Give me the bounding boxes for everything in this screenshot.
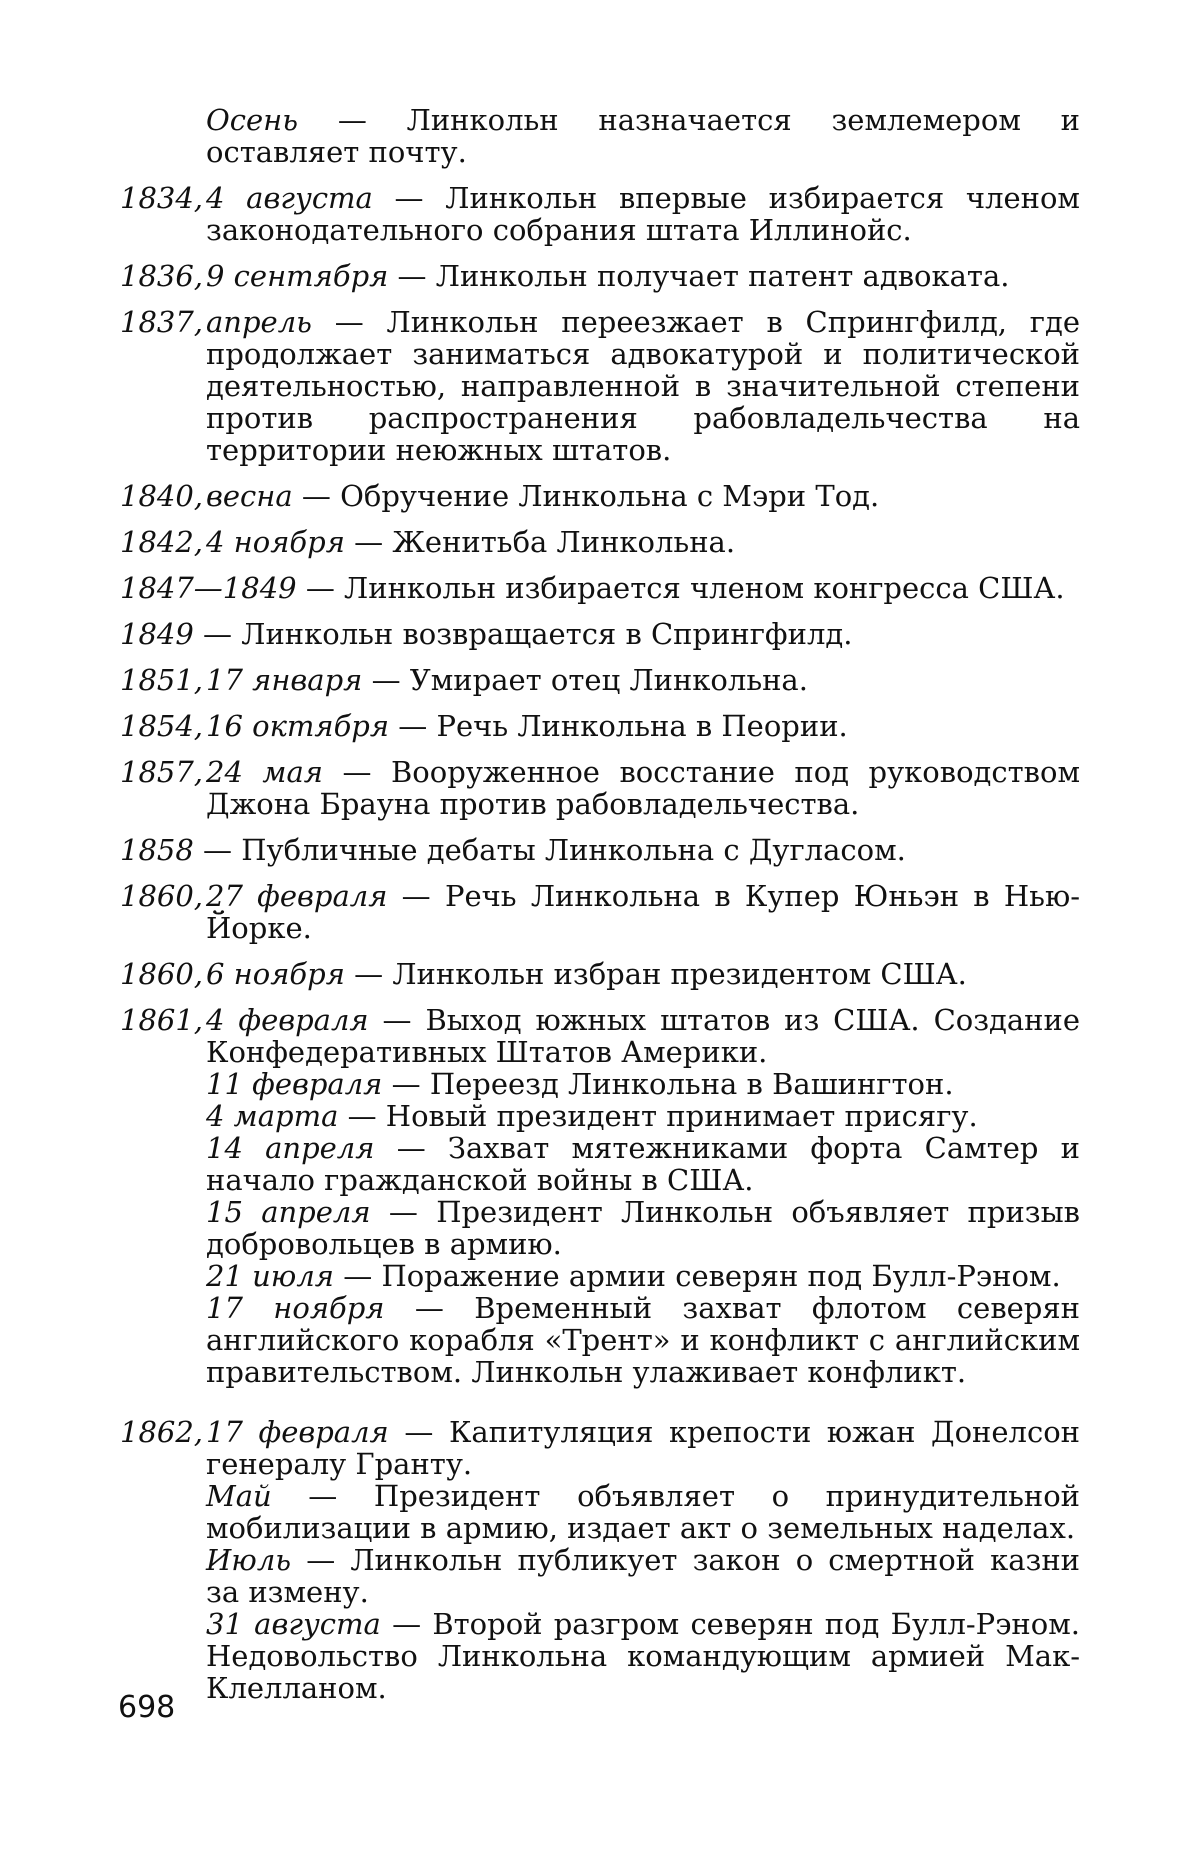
dash: —	[382, 1067, 430, 1101]
entry-text: Линкольн возвращается в Спрингфилд.	[241, 617, 853, 651]
entry-date: Май	[206, 1479, 272, 1513]
chronology-entry-1862	[120, 1416, 1080, 1704]
entry-body	[206, 1004, 1080, 1388]
entry-date: 6 ноября	[206, 957, 345, 991]
entry-year: 1842,	[120, 525, 204, 559]
chronology-entry	[120, 664, 1080, 696]
page-number: 698	[118, 1690, 176, 1725]
entry-body	[206, 664, 1080, 696]
chronology	[120, 104, 1080, 1718]
entry-date: 16 октября	[206, 709, 390, 743]
entry-date: 4 ноября	[206, 525, 345, 559]
entry-date: апрель	[206, 305, 312, 339]
chronology-entry	[120, 834, 1080, 866]
dash: —	[193, 617, 242, 651]
sub-entry	[206, 1480, 1080, 1544]
entry-year: 1834,	[120, 181, 204, 215]
chronology-entry	[120, 260, 1080, 292]
entry-body	[206, 260, 1080, 292]
entry-date: 11 февраля	[206, 1067, 383, 1101]
chronology-entry	[120, 880, 1080, 944]
entry-text: Публичные дебаты Линкольна с Дугласом.	[241, 833, 906, 867]
dash: —	[291, 1543, 351, 1577]
dash: —	[338, 1099, 386, 1133]
sub-entry	[206, 1260, 1080, 1292]
dash: —	[298, 103, 407, 137]
entry-text: Поражение армии северян под Булл-Рэном.	[381, 1259, 1061, 1293]
entry-body	[206, 880, 1080, 944]
entry-year: 1860,	[120, 957, 204, 991]
sub-entry	[206, 1004, 1080, 1068]
entry-text: Президент Линкольн объявляет призыв добровольцев в армию.	[206, 1195, 1080, 1261]
entry-text: Капитуляция крепости южан Донелсон генералу Гранту.	[206, 1415, 1080, 1481]
entry-date: 17 февраля	[206, 1415, 389, 1449]
entry-text: Речь Линкольна в Пеории.	[436, 709, 848, 743]
entry-body	[206, 958, 1080, 990]
dash: —	[311, 305, 387, 339]
entry-body	[120, 618, 1080, 650]
dash: —	[374, 1131, 448, 1165]
chronology-entry-1861	[120, 1004, 1080, 1388]
sub-entry	[206, 1608, 1080, 1704]
entry-text: Переезд Линкольна в Вашингтон.	[429, 1067, 954, 1101]
entry-body	[206, 306, 1080, 466]
entry-year: 1836,	[120, 259, 204, 293]
dash: —	[334, 1259, 382, 1293]
sub-entry	[206, 1544, 1080, 1608]
dash: —	[193, 833, 242, 867]
chronology-entry	[120, 480, 1080, 512]
entry-body	[206, 1416, 1080, 1704]
entry-text: Захват мятежниками форта Самтер и начало гражданской войны в США.	[206, 1131, 1080, 1197]
sub-entry	[206, 1292, 1080, 1388]
chronology-entry	[120, 306, 1080, 466]
dash: —	[389, 709, 437, 743]
entry-body	[120, 834, 1080, 866]
entry-text: Линкольн публикует закон о смертной казни за измену.	[206, 1543, 1081, 1609]
entry-date: весна	[206, 479, 293, 513]
chronology-entry	[120, 710, 1080, 742]
dash: —	[387, 879, 445, 913]
entry-date: 24 мая	[206, 755, 323, 789]
chronology-entry	[120, 958, 1080, 990]
entry-text: Женитьба Линкольна.	[392, 525, 736, 559]
entry-year	[120, 104, 206, 168]
entry-date: 4 марта	[206, 1099, 339, 1133]
entry-text: Второй разгром северян под Булл-Рэном. Недовольство Линкольна командующим армией Мак-Клелланом.	[206, 1607, 1080, 1705]
entry-date: 27 февраля	[206, 879, 388, 913]
chronology-entry	[120, 756, 1080, 820]
entry-date: 17 ноября	[206, 1291, 385, 1325]
dash: —	[271, 1479, 374, 1513]
entry-year: 1837,	[120, 305, 204, 339]
entry-year: 1857,	[120, 755, 204, 789]
dash: —	[380, 1607, 433, 1641]
entry-text: Линкольн впервые избирается членом законодательного собрания штата Иллинойс.	[206, 181, 1080, 247]
entry-text: Вооруженное восстание под руководством Джона Брауна против рабовладельчества.	[206, 755, 1081, 821]
chronology-entry	[120, 104, 1080, 168]
chronology-entry	[120, 618, 1080, 650]
entry-date: 4 августа	[206, 181, 373, 215]
entry-year: 1851,	[120, 663, 204, 697]
entry-date: Июль	[206, 1543, 292, 1577]
entry-body	[206, 710, 1080, 742]
entry-date: 9 сентября	[206, 259, 389, 293]
entry-body	[120, 572, 1080, 604]
entry-text: Линкольн получает патент адвоката.	[435, 259, 1010, 293]
entry-body	[206, 182, 1080, 246]
entry-year: 1847—1849	[120, 571, 297, 605]
entry-text: Временный захват флотом северян английского корабля «Трент» и конфликт с английским правительством. Линкольн улаживает конфликт.	[206, 1291, 1080, 1389]
chronology-entry	[120, 572, 1080, 604]
dash: —	[362, 663, 410, 697]
entry-year: 1849	[120, 617, 194, 651]
entry-text: Новый президент принимает присягу.	[385, 1099, 978, 1133]
entry-date: 4 февраля	[206, 1003, 369, 1037]
sub-entry	[206, 1068, 1080, 1100]
entry-date: 31 августа	[206, 1607, 381, 1641]
entry-text: Линкольн избирается членом конгресса США.	[344, 571, 1065, 605]
entry-body	[206, 756, 1080, 820]
dash: —	[344, 525, 393, 559]
entry-date: 15 апреля	[206, 1195, 371, 1229]
entry-date: 14 апреля	[206, 1131, 375, 1165]
entry-text: Выход южных штатов из США. Создание Конфедеративных Штатов Америки.	[206, 1003, 1080, 1069]
entry-year: 1858	[120, 833, 194, 867]
dash: —	[344, 957, 393, 991]
entry-body	[206, 480, 1080, 512]
chronology-entry	[120, 182, 1080, 246]
dash: —	[322, 755, 391, 789]
entry-year: 1840,	[120, 479, 204, 513]
sub-entry	[206, 1100, 1080, 1132]
entry-year: 1854,	[120, 709, 204, 743]
entry-date: 17 января	[206, 663, 363, 697]
dash: —	[388, 259, 436, 293]
dash: —	[368, 1003, 426, 1037]
entry-body	[206, 526, 1080, 558]
dash: —	[384, 1291, 475, 1325]
entry-year: 1860,	[120, 879, 204, 913]
entry-text: Умирает отец Линкольна.	[409, 663, 808, 697]
dash: —	[372, 181, 446, 215]
sub-entry	[206, 1196, 1080, 1260]
entry-date: 21 июля	[206, 1259, 334, 1293]
entry-text: Линкольн назначается землемером и оставляет почту.	[206, 103, 1080, 169]
entry-text: Речь Линкольна в Купер Юньэн в Нью-Йорке.	[206, 879, 1080, 945]
entry-year: 1862,	[120, 1415, 204, 1449]
dash: —	[292, 479, 341, 513]
entry-text: Обручение Линкольна с Мэри Тод.	[340, 479, 880, 513]
sub-entry	[206, 1132, 1080, 1196]
dash: —	[370, 1195, 437, 1229]
entry-text: Линкольн избран президентом США.	[392, 957, 967, 991]
entry-date: Осень	[206, 103, 299, 137]
dash: —	[296, 571, 345, 605]
entry-text: Линкольн переезжает в Спрингфилд, где продолжает заниматься адвокатурой и политической деятельностью, направленной в значительной степени против распространения рабовладельчества на территории неюжных штатов.	[206, 305, 1081, 467]
sub-entry	[206, 1416, 1080, 1480]
entry-year: 1861,	[120, 1003, 204, 1037]
entry-text: Президент объявляет о принудительной мобилизации в армию, издает акт о земельных наделах.	[206, 1479, 1080, 1545]
chronology-entry	[120, 526, 1080, 558]
entry-body	[206, 104, 1080, 168]
dash: —	[388, 1415, 449, 1449]
